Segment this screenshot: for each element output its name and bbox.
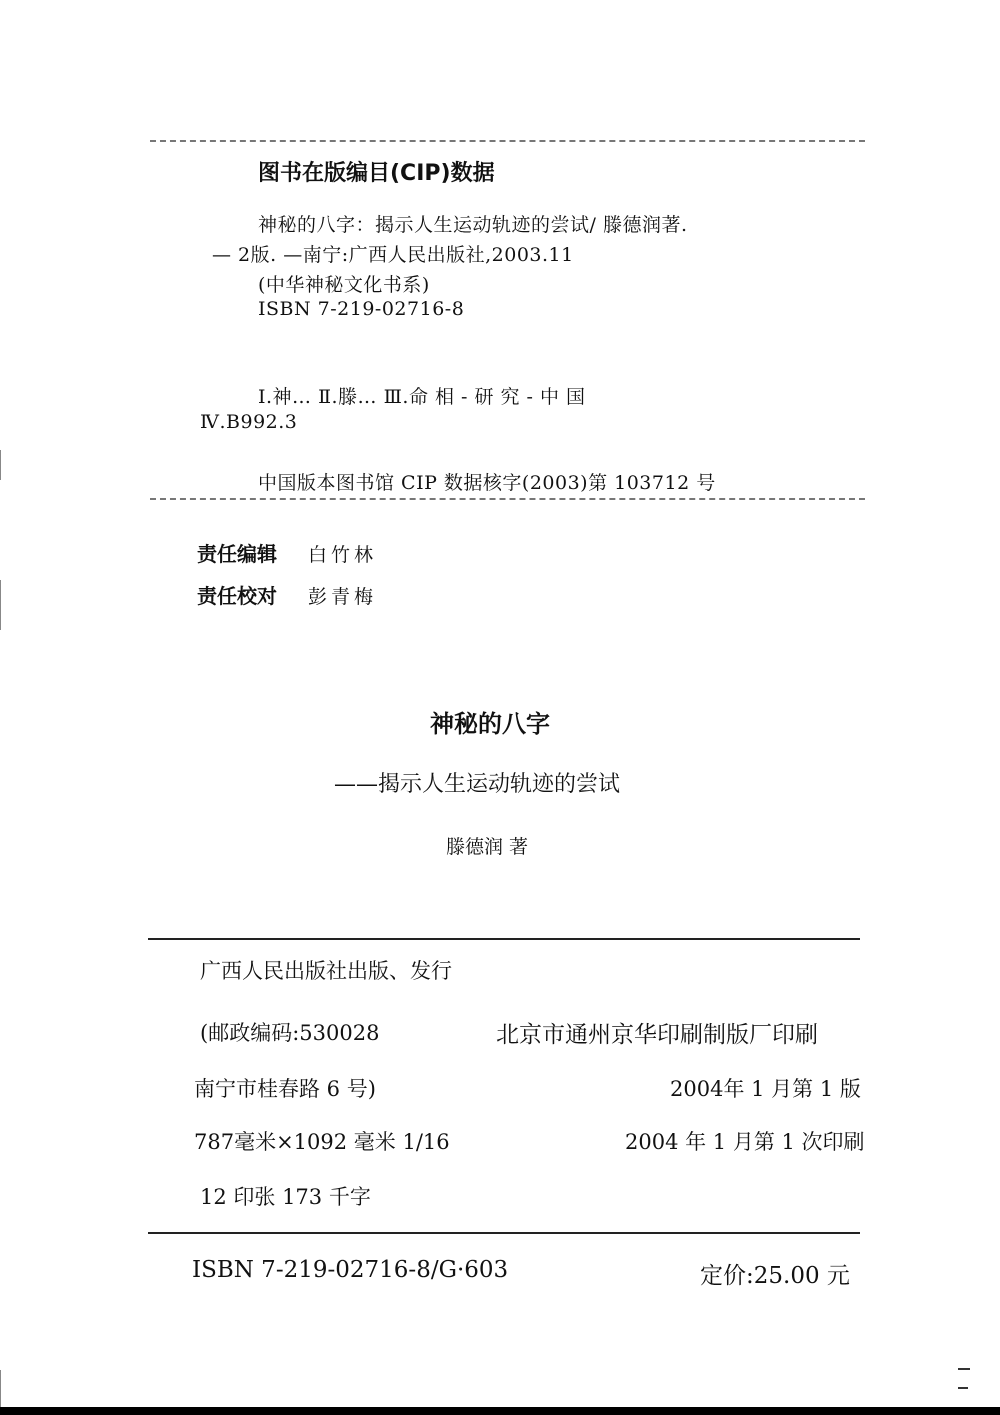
publication-bottom-rule (148, 1232, 860, 1234)
printer-line: 北京市通州京华印刷制版厂印刷 (496, 1022, 818, 1048)
cip-line-title: 神秘的八字：揭示人生运动轨迹的尝试/ 滕德润著. (258, 214, 688, 236)
scan-edge-mark (0, 1370, 1, 1407)
address-line: 南宁市桂春路 6 号) (194, 1077, 376, 1101)
cip-top-divider (150, 140, 865, 142)
scan-bottom-edge (0, 1407, 1000, 1415)
cip-bottom-divider (150, 498, 865, 500)
cip-line-series: (中华神秘文化书系) (258, 274, 430, 296)
edition-line: 2004年 1 月第 1 版 (670, 1077, 861, 1101)
footer-isbn: ISBN 7-219-02716-8/G·603 (192, 1257, 509, 1283)
cip-line-subjects: Ⅰ.神… Ⅱ.滕… Ⅲ.命 相 - 研 究 - 中 国 (258, 386, 586, 408)
credit-name-editor: 白竹林 (308, 544, 378, 566)
postcode-line: (邮政编码:530028 (200, 1021, 380, 1045)
scan-edge-mark (0, 580, 1, 630)
scan-edge-mark (0, 450, 1, 480)
cip-heading: 图书在版编目(CIP)数据 (258, 161, 495, 186)
credit-role-proofreader: 责任校对 (197, 584, 277, 608)
book-subtitle: ——揭示人生运动轨迹的尝试 (334, 772, 621, 797)
scan-corner-marks (958, 1358, 1000, 1396)
cip-line-isbn: ISBN 7-219-02716-8 (258, 298, 465, 320)
book-title: 神秘的八字 (430, 710, 550, 738)
cip-line-classification: Ⅳ.B992.3 (200, 411, 298, 433)
cip-approval-number: 中国版本图书馆 CIP 数据核字(2003)第 103712 号 (258, 472, 716, 494)
book-author: 滕德润 著 (446, 836, 529, 858)
publication-top-rule (148, 938, 860, 940)
cip-line-edition: — 2版. —南宁:广西人民出版社,2003.11 (212, 244, 574, 266)
footer-price: 定价:25.00 元 (700, 1263, 850, 1289)
printing-line: 2004 年 1 月第 1 次印刷 (625, 1130, 865, 1154)
publisher-line: 广西人民出版社出版、发行 (200, 959, 452, 983)
credit-role-editor: 责任编辑 (197, 542, 277, 566)
credit-name-proofreader: 彭青梅 (308, 586, 378, 608)
format-line: 787毫米×1092 毫米 1/16 (194, 1130, 450, 1154)
sheets-line: 12 印张 173 千字 (200, 1185, 371, 1209)
